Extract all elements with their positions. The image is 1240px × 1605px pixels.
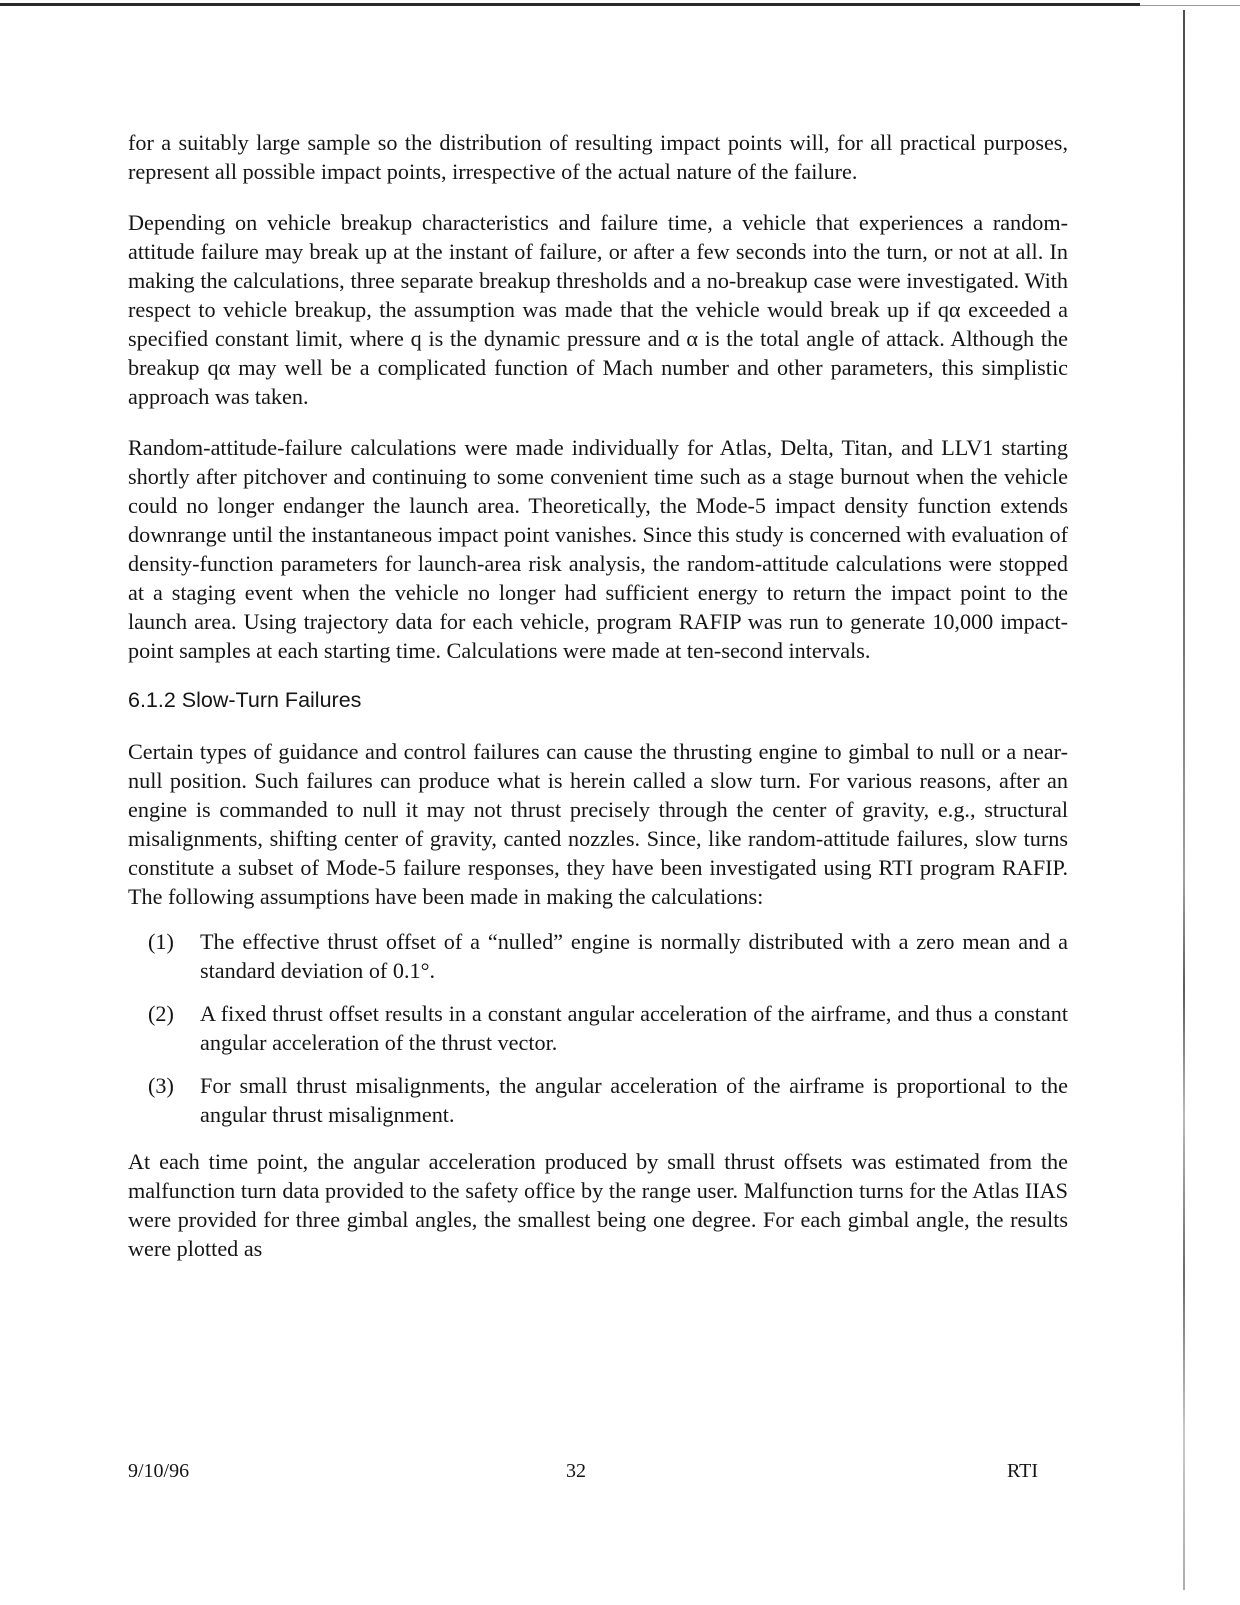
assumption-item	[148, 1071, 1068, 1129]
top-rule-thin	[1140, 5, 1240, 6]
assumption-number: (2)	[148, 1001, 174, 1026]
footer-date: 9/10/96	[128, 1460, 190, 1482]
top-rule	[0, 3, 1140, 6]
assumption-text: A fixed thrust offset results in a constant angular acceleration of the airframe, and thus a constant angular acceleration of the thrust vector.	[200, 1001, 1068, 1055]
assumption-item	[148, 927, 1068, 985]
footer-organization: RTI	[1006, 1460, 1038, 1482]
page-footer	[128, 1460, 1038, 1490]
scan-edge-line	[1183, 10, 1185, 1590]
paragraph-2: Depending on vehicle breakup characteristics and failure time, a vehicle that experiences a random-attitude failure may break up at the instant of failure, or after a few seconds into the turn, or not at all. In making the calculations, three separate breakup thresholds and a no-breakup case were investigated. With respect to vehicle breakup, the assumption was made that the vehicle would break up if qα exceeded a specified constant limit, where q is the dynamic pressure and α is the total angle of attack. Although the breakup qα may well be a complicated function of Mach number and other parameters, this simplistic approach was taken.	[128, 210, 1068, 409]
paragraph-5: At each time point, the angular acceleration produced by small thrust offsets was estimated from the malfunction turn data provided to the safety office by the range user. Malfunction turns for the Atlas IIAS were provided for three gimbal angles, the smallest being one degree. For each gimbal angle, the results were plotted as	[128, 1149, 1068, 1261]
section-heading: 6.1.2 Slow-Turn Failures	[128, 688, 362, 712]
paragraph-1: for a suitably large sample so the distribution of resulting impact points will, for all practical purposes, represent all possible impact points, irrespective of the actual nature of the failure.	[128, 130, 1068, 184]
assumption-text: For small thrust misalignments, the angular acceleration of the airframe is proportional to the angular thrust misalignment.	[200, 1073, 1068, 1127]
footer-page-number: 32	[566, 1460, 586, 1482]
document-body	[128, 128, 1068, 1285]
paragraph-4: Certain types of guidance and control failures can cause the thrusting engine to gimbal to null or a near-null position. Such failures can produce what is herein called a slow turn. For various reasons, after an engine is commanded to null it may not thrust precisely through the center of gravity, e.g., structural misalignments, shifting center of gravity, canted nozzles. Since, like random-attitude failures, slow turns constitute a subset of Mode-5 failure responses, they have been investigated using RTI program RAFIP. The following assumptions have been made in making the calculations:	[128, 739, 1068, 909]
paragraph-3: Random-attitude-failure calculations were made individually for Atlas, Delta, Titan, and LLV1 starting shortly after pitchover and continuing to some convenient time such as a stage burnout when the vehicle could no longer endanger the launch area. Theoretically, the Mode-5 impact density function extends downrange until the instantaneous impact point vanishes. Since this study is concerned with evaluation of density-function parameters for launch-area risk analysis, the random-attitude calculations were stopped at a staging event when the vehicle no longer had sufficient energy to return the impact point to the launch area. Using trajectory data for each vehicle, program RAFIP was run to generate 10,000 impact-point samples at each starting time. Calculations were made at ten-second intervals.	[128, 435, 1068, 663]
assumptions-list	[128, 927, 1068, 1129]
assumption-number: (1)	[148, 929, 174, 954]
assumption-text: The effective thrust offset of a “nulled” engine is normally distributed with a zero mean and a standard deviation of 0.1°.	[200, 929, 1068, 983]
assumption-number: (3)	[148, 1073, 174, 1098]
assumption-item	[148, 999, 1068, 1057]
